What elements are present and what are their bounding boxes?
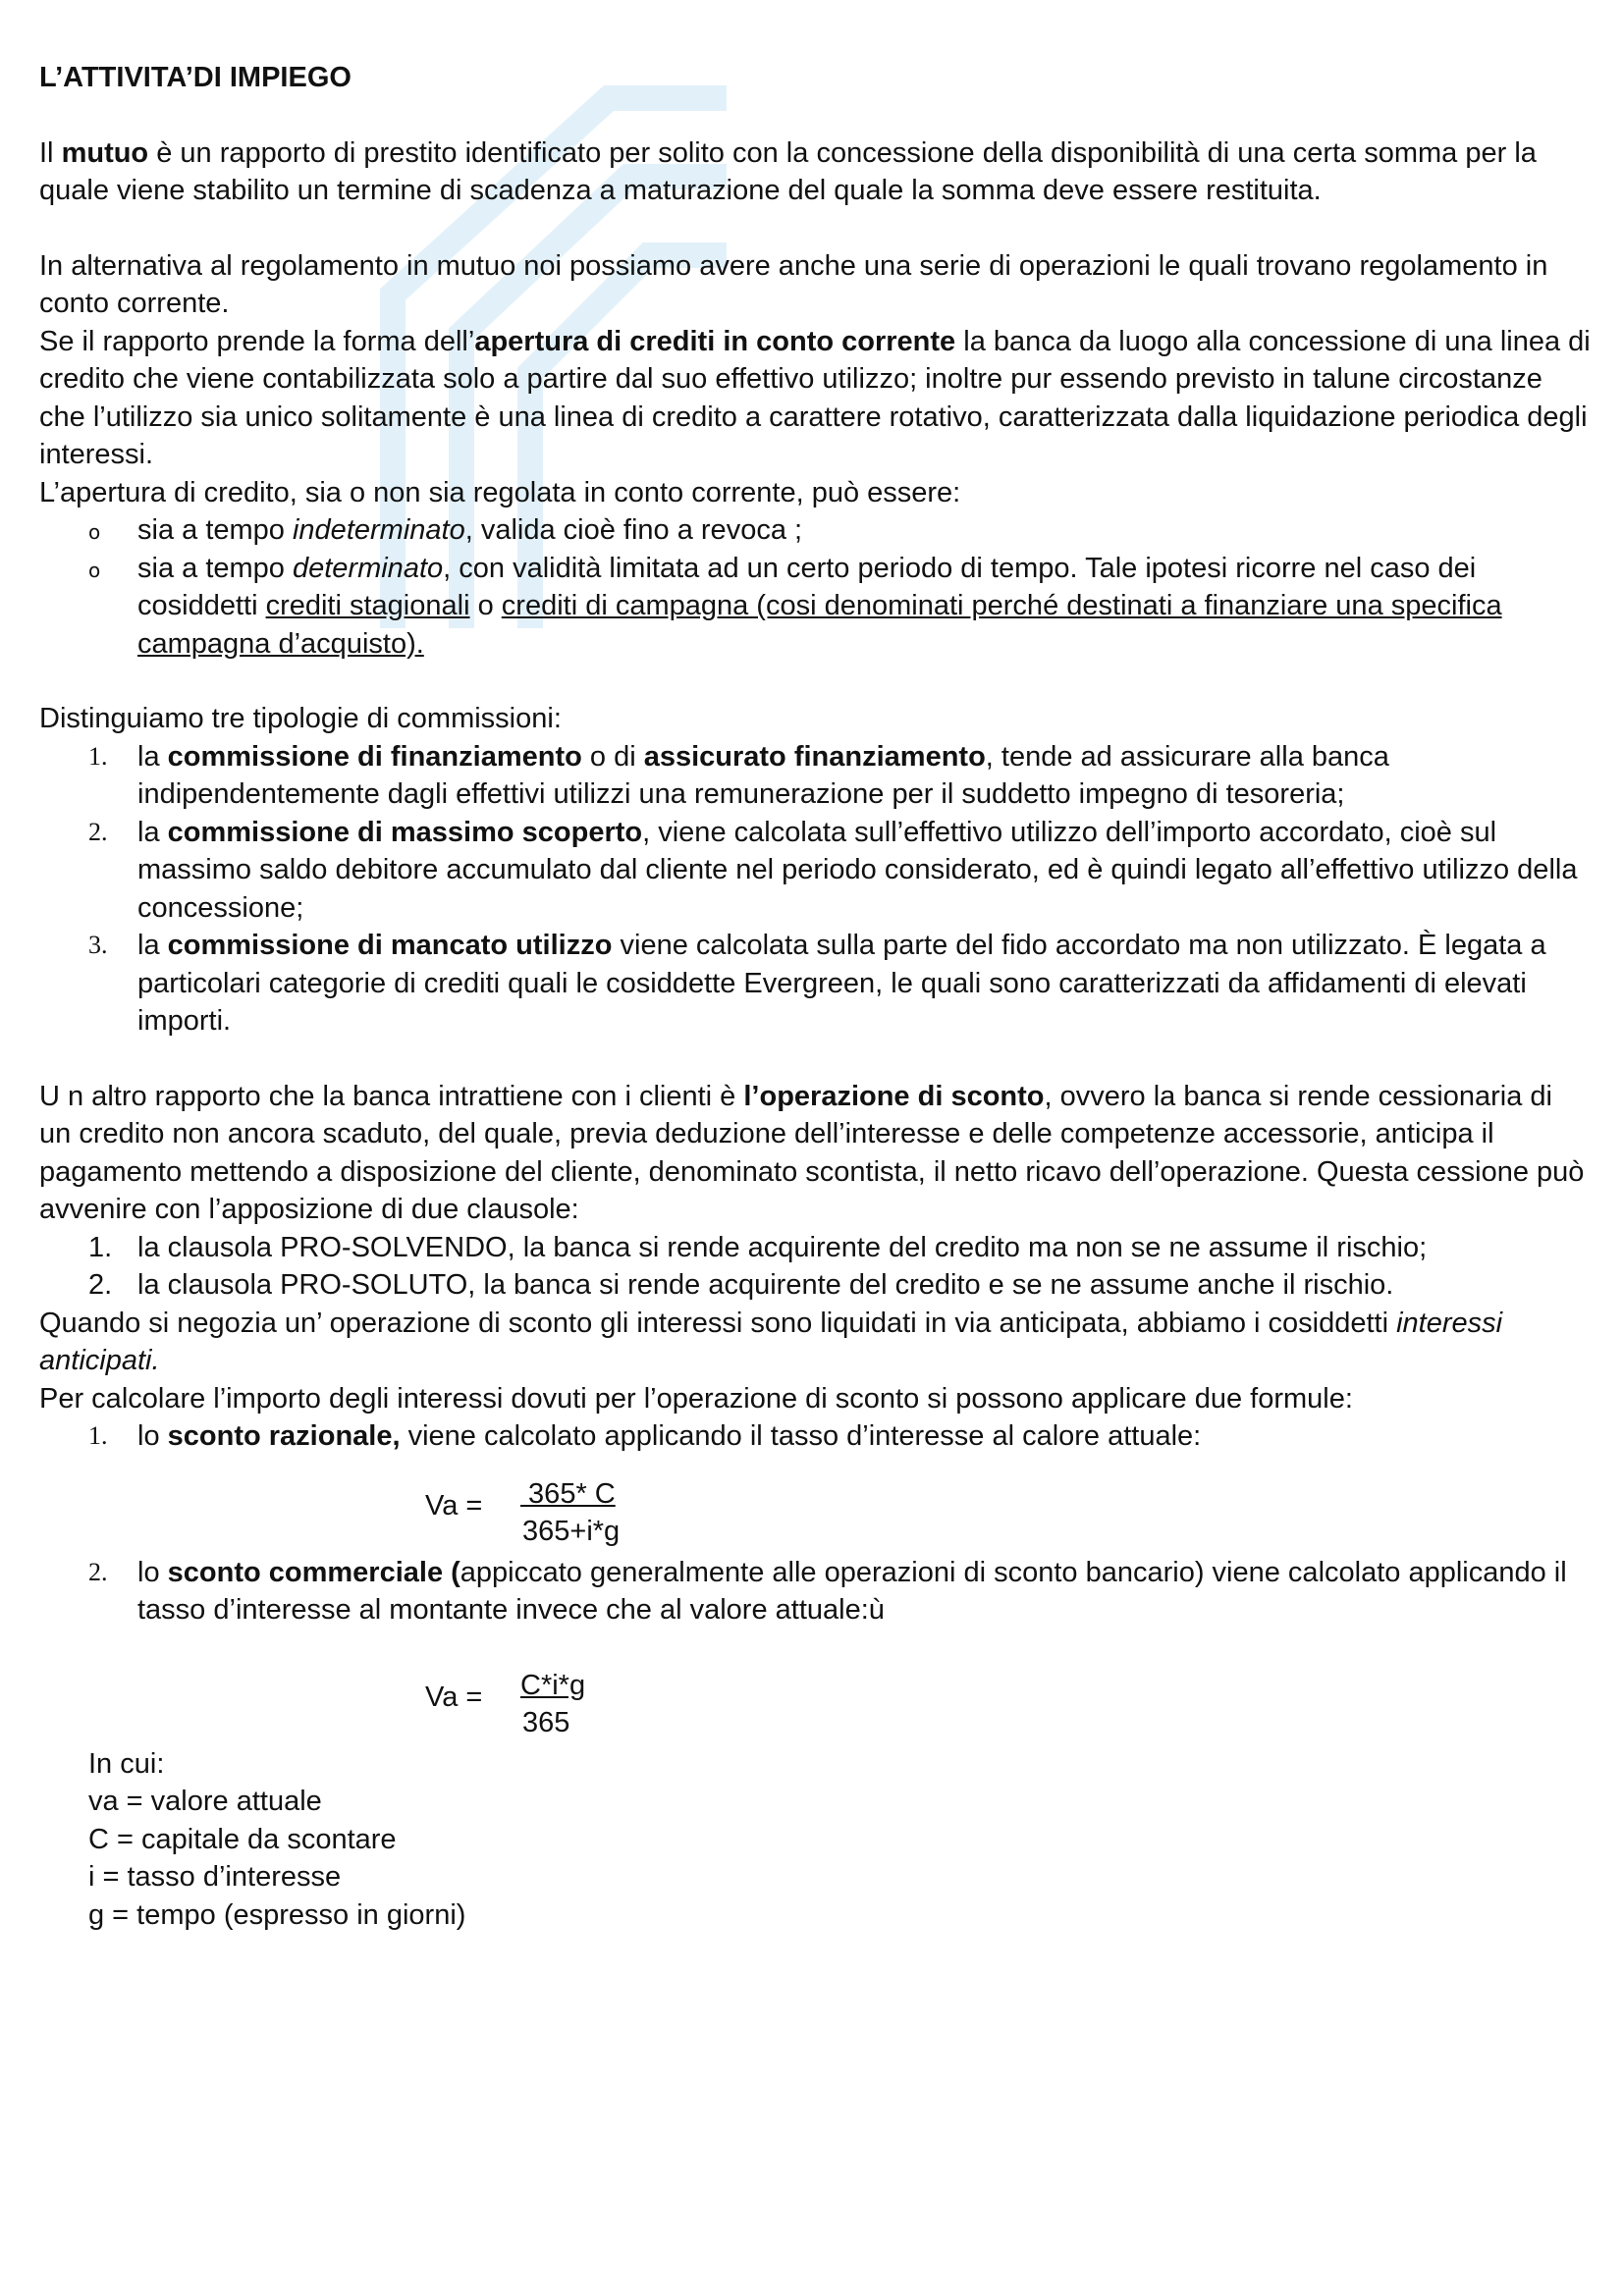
- text: sia a tempo: [137, 552, 293, 584]
- list-item: [39, 511, 1591, 550]
- bullet-marker: o: [88, 520, 101, 544]
- clausole-list: [39, 1229, 1591, 1305]
- definitions-heading: In cui:: [88, 1747, 165, 1780]
- list-number: 1.: [88, 1421, 108, 1450]
- formule-list: [39, 1417, 1591, 1456]
- text: sia a tempo: [137, 514, 293, 546]
- text: , viene calcolata sull’effettivo utilizzo dell’importo accordato, cioè sul massimo saldo debitore accumulato dal cliente nel periodo considerato, ed è quindi legato all’effettivo utilizzo della concessione;: [137, 816, 1578, 924]
- list-item: [39, 927, 1591, 1041]
- definitions: [39, 1745, 1591, 1935]
- commissioni-list: [39, 738, 1591, 1041]
- term: commissione di massimo scoperto: [167, 816, 643, 848]
- text: U n altro rapporto che la banca intrattiene con i clienti è: [39, 1080, 744, 1112]
- list-number: 3.: [88, 931, 108, 959]
- page-title: L’ATTIVITA’DI IMPIEGO: [39, 62, 352, 93]
- definition-item: C = capitale da scontare: [88, 1823, 397, 1855]
- list-number: 1.: [88, 741, 108, 771]
- document-page: [39, 59, 1591, 1934]
- list-number: 2.: [88, 1269, 113, 1301]
- text: , valida cioè fino a revoca ;: [464, 514, 803, 546]
- text: Se il rapporto prende la forma dell’: [39, 325, 475, 357]
- text: determinato: [292, 552, 444, 584]
- paragraph-alternativa: In alternativa al regolamento in mutuo noi possiamo avere anche una serie di operazioni le quali trovano regolamento in conto corrente.: [39, 249, 1548, 319]
- definition-item: g = tempo (espresso in giorni): [88, 1898, 466, 1931]
- text: , con validità limitata ad un certo periodo di tempo. Tale ipotesi ricorre nel caso dei cosiddetti: [137, 552, 1477, 621]
- text: è un rapporto di prestito identificato per solito con la concessione della disponibilità di una certa somma per la quale viene stabilito un termine di scadenza a maturazione del quale la somma deve essere restituita.: [39, 136, 1537, 206]
- formula-lhs: Va =: [425, 1681, 483, 1713]
- text: la: [137, 930, 168, 961]
- list-number: 1.: [88, 1231, 113, 1263]
- text: la: [137, 816, 168, 848]
- term-mutuo: mutuo: [61, 136, 149, 169]
- list-item: [39, 550, 1591, 664]
- paragraph-mutuo: [39, 134, 1591, 210]
- term: sconto razionale,: [167, 1420, 401, 1452]
- text: la clausola PRO-SOLVENDO, la banca si rende acquirente del credito ma non se ne assume il rischio;: [137, 1231, 1428, 1263]
- bullet-marker: o: [88, 558, 101, 582]
- text: o di: [581, 740, 644, 773]
- formule-list-2: [39, 1554, 1591, 1629]
- formula-lhs: Va =: [425, 1489, 483, 1522]
- term-sconto: l’operazione di sconto: [743, 1080, 1045, 1112]
- term-apertura: apertura di crediti in conto corrente: [474, 325, 956, 357]
- list-item: [39, 738, 1591, 814]
- formula-sconto-commerciale: [39, 1667, 1591, 1745]
- formula-numerator: 365* C: [520, 1477, 616, 1510]
- term: commissione di finanziamento: [167, 740, 582, 773]
- list-item: [39, 1229, 1591, 1267]
- term: commissione di mancato utilizzo: [167, 930, 613, 961]
- text: viene calcolata sulla parte del fido accordato ma non utilizzato. È legata a particolari categorie di crediti quali le cosiddette Evergreen, le quali sono caratterizzati da affidamenti di elevati importi.: [137, 930, 1546, 1037]
- term: sconto commerciale (: [167, 1556, 460, 1588]
- paragraph-formule: Per calcolare l’importo degli interessi dovuti per l’operazione di sconto si possono applicare due formule:: [39, 1382, 1353, 1415]
- formula-denominator: 365+i*g: [522, 1515, 621, 1547]
- tempo-list: [39, 511, 1591, 663]
- definition-item: i = tasso d’interesse: [88, 1861, 342, 1893]
- term-crediti-stagionali: crediti stagionali: [265, 590, 470, 621]
- paragraph-negozia: [39, 1305, 1591, 1380]
- list-item: [39, 1554, 1591, 1629]
- definition-item: va = valore attuale: [88, 1786, 322, 1817]
- text: viene calcolato applicando il tasso d’interesse al calore attuale:: [400, 1420, 1202, 1452]
- text: appiccato generalmente alle operazioni di sconto bancario) viene calcolato applicando il tasso d’interesse al montante invece che al valore attuale:ù: [137, 1556, 1567, 1626]
- list-number: 2.: [88, 1557, 108, 1586]
- text: indeterminato: [292, 514, 465, 546]
- text: Quando si negozia un’ operazione di sconto gli interessi sono liquidati in via anticipata, abbiamo i cosiddetti: [39, 1307, 1397, 1339]
- text: lo: [137, 1420, 168, 1452]
- text: la: [137, 740, 168, 773]
- list-item: [39, 1266, 1591, 1305]
- text: interessi anticipati.: [39, 1307, 1503, 1376]
- term: assicurato finanziamento: [643, 740, 986, 773]
- text: , ovvero la banca si rende cessionaria di un credito non ancora scaduto, del quale, previa deduzione dell’interesse e delle competenze accessorie, anticipa il pagamento mettendo a disposizione del cliente, denominato scontista, il netto ricavo dell’operazione. Questa cessione può avvenire con l’apposizione di due clausole:: [39, 1080, 1585, 1225]
- text: o: [469, 590, 502, 621]
- formula-denominator: 365: [522, 1706, 570, 1738]
- formula-numerator: C*i*g: [520, 1669, 586, 1701]
- text: Il: [39, 136, 62, 169]
- term-crediti-campagna: crediti di campagna (cosi denominati perché destinati a finanziare una specifica campagna d’acquisto).: [137, 590, 1502, 660]
- paragraph-apertura: [39, 323, 1591, 474]
- paragraph-commissioni: Distinguiamo tre tipologie di commissioni:: [39, 703, 562, 734]
- text: , tende ad assicurare alla banca indipendentemente dagli effettivi utilizzi una remunerazione per il suddetto impegno di tesoreria;: [137, 740, 1389, 810]
- list-item: [39, 814, 1591, 928]
- text: la banca da luogo alla concessione di una linea di credito che viene contabilizzata solo a partire dal suo effettivo utilizzo; inoltre pur essendo previsto in talune circostanze che l’utilizzo sia unico solitamente è una linea di credito a carattere rotativo, caratterizzata dalla liquidazione periodica degli interessi.: [39, 325, 1591, 470]
- formula-sconto-razionale: [39, 1475, 1591, 1554]
- paragraph-apertura-regolata: L’apertura di credito, sia o non sia regolata in conto corrente, può essere:: [39, 476, 961, 508]
- text: la clausola PRO-SOLUTO, la banca si rende acquirente del credito e se ne assume anche il rischio.: [137, 1269, 1394, 1301]
- list-item: [39, 1417, 1591, 1456]
- paragraph-sconto: [39, 1078, 1591, 1229]
- list-number: 2.: [88, 817, 108, 846]
- text: lo: [137, 1556, 168, 1588]
